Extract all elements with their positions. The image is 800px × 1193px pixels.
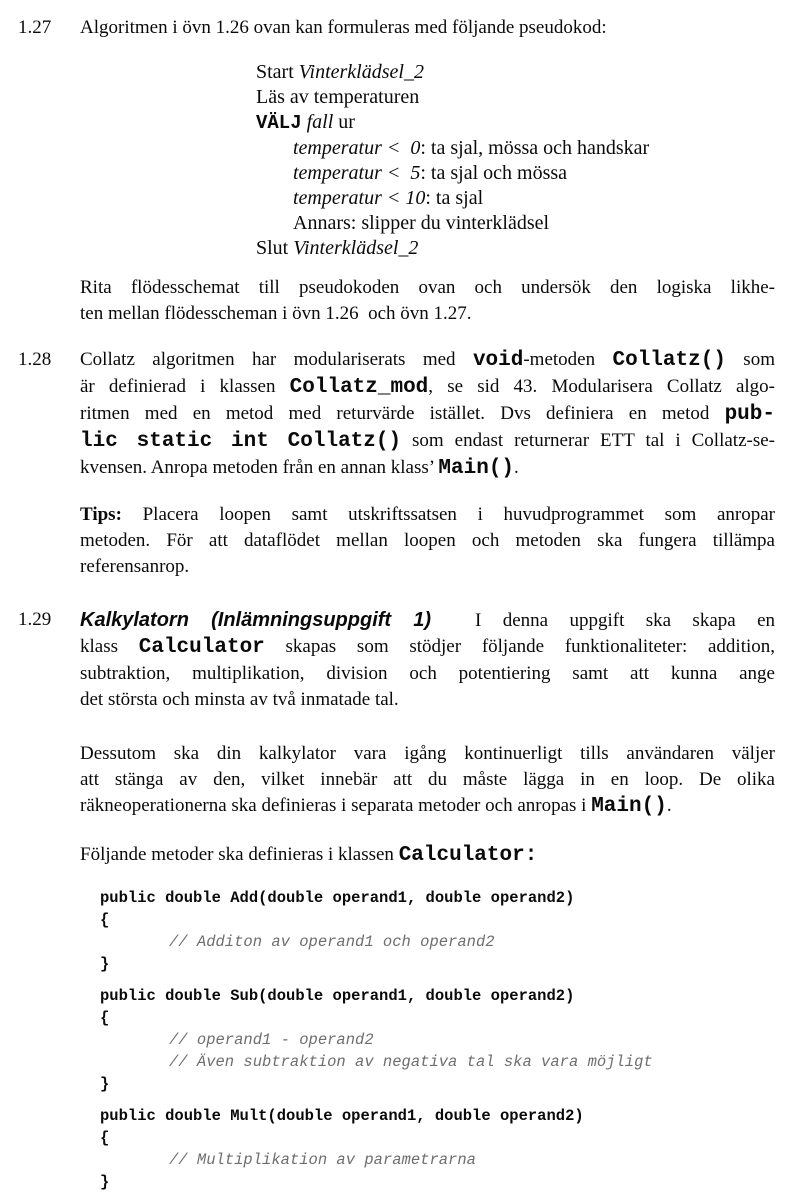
pseudocode-line — [293, 161, 775, 186]
text-segment: skapas som stödjer följande funktionaliteter: addition, — [264, 636, 775, 657]
bold-text-segment: Tips: — [80, 504, 122, 525]
inline-code: Main() — [438, 457, 515, 480]
text-line — [80, 401, 775, 428]
text-line — [80, 347, 775, 374]
exercise-section — [0, 15, 800, 327]
code-line: { — [100, 1009, 110, 1027]
paragraph — [80, 502, 775, 580]
text-segment: Läs av temperaturen — [256, 86, 420, 108]
text-segment: metoden. För att dataflödet mellan loopen och metoden ska fungera tillämpa — [80, 530, 775, 551]
exercise-number: 1.28 — [18, 349, 52, 370]
text-line — [80, 301, 775, 327]
italic-text-segment: fall — [306, 111, 334, 133]
text-segment: Dessutom ska din kalkylator vara igång kontinuerligt tills användaren väljer — [80, 743, 775, 764]
code-comment-line: // Även subtraktion av negativa tal ska vara möjligt — [169, 1053, 653, 1071]
code-comment-line: // Multiplikation av parametrarna — [169, 1151, 476, 1169]
text-segment: är definierad i klassen — [80, 376, 290, 397]
exercise-title: Kalkylatorn (Inlämningsuppgift 1) — [80, 609, 432, 631]
paragraph — [80, 842, 775, 869]
code-line: public double Mult(double operand1, double operand2) — [100, 1107, 584, 1125]
text-segment: Placera loopen samt utskriftssatsen i huvudprogrammet som anropar — [121, 504, 775, 525]
text-segment: att stänga av den, vilket innebär att du måste lägga in en loop. De olika — [80, 769, 775, 790]
italic-text-segment: Vinterklädsel_2 — [293, 237, 419, 259]
pseudocode-block — [80, 60, 775, 261]
inline-code: Collatz_mod — [289, 376, 429, 399]
text-segment: klass — [80, 636, 139, 657]
text-line — [80, 15, 775, 41]
text-line — [80, 687, 775, 713]
pseudocode-line — [293, 186, 775, 211]
italic-text-segment: Vinterklädsel_2 — [298, 61, 424, 83]
text-segment: . — [666, 795, 672, 816]
text-line — [80, 502, 775, 528]
text-line — [80, 374, 775, 401]
exercise-section — [0, 607, 800, 1193]
text-line — [80, 528, 775, 554]
text-segment: ur — [333, 111, 355, 133]
paragraph — [80, 347, 775, 482]
exercise-content — [80, 607, 775, 1193]
code-block — [100, 1105, 775, 1193]
code-line: public double Sub(double operand1, double operand2) — [100, 987, 575, 1005]
text-line — [80, 455, 775, 482]
inline-code: Main() — [591, 795, 667, 818]
inline-code: Calculator — [138, 636, 265, 659]
text-line — [80, 842, 775, 869]
text-line — [80, 607, 775, 634]
text-segment: räkneoperationerna ska definieras i separata metoder och anropas i — [80, 795, 592, 816]
pseudocode-keyword: VÄLJ — [256, 112, 302, 134]
code-line: public double Add(double operand1, double operand2) — [100, 889, 575, 907]
code-comment-line: // Additon av operand1 och operand2 — [169, 933, 495, 951]
pseudocode-line — [256, 110, 775, 136]
exercise-content — [80, 347, 775, 580]
text-segment: subtraktion, multiplikation, division och potentiering samt att kunna ange — [80, 663, 775, 684]
paragraph — [80, 607, 775, 713]
paragraph — [80, 15, 775, 41]
text-segment: referensanrop. — [80, 556, 190, 577]
text-segment: -metoden — [523, 349, 613, 370]
text-line — [80, 428, 775, 455]
text-segment: Annars: slipper du vinterklädsel — [293, 212, 550, 234]
inline-code: lic static int Collatz() — [80, 430, 402, 453]
text-segment: Följande metoder ska definieras i klassen — [80, 844, 399, 865]
inline-code: void — [472, 349, 524, 372]
inline-code: Calculator: — [398, 844, 538, 867]
pseudocode-line — [293, 136, 775, 161]
text-segment: Slut — [256, 237, 294, 259]
text-segment: Collatz algoritmen har modulariserats med — [80, 349, 473, 370]
document-page — [0, 15, 800, 1193]
text-segment: som — [725, 349, 775, 370]
pseudocode-line — [256, 236, 775, 261]
code-block — [100, 985, 775, 1095]
text-segment: som endast returnerar ETT tal i Collatz-se- — [401, 430, 775, 451]
text-line — [80, 661, 775, 687]
text-segment: ritmen med en metod med returvärde istället. Dvs definiera en metod — [80, 403, 725, 424]
code-line: } — [100, 1075, 110, 1093]
code-line: { — [100, 1129, 110, 1147]
text-line — [80, 275, 775, 301]
text-segment: Start — [256, 61, 299, 83]
inline-code: Collatz() — [612, 349, 726, 372]
code-line: { — [100, 911, 110, 929]
pseudocode-line — [256, 60, 775, 85]
italic-text-segment: temperatur < 0 — [293, 137, 421, 159]
text-segment: Algoritmen i övn 1.26 ovan kan formuleras med följande pseudokod: — [80, 17, 607, 38]
text-line — [80, 793, 775, 820]
text-segment: kvensen. Anropa metoden från en annan klass’ — [80, 457, 439, 478]
text-segment: det största och minsta av två inmatade tal. — [80, 689, 399, 710]
code-line: } — [100, 1173, 110, 1191]
text-segment: : ta sjal och mössa — [420, 162, 568, 184]
code-comment-line: // operand1 - operand2 — [169, 1031, 374, 1049]
italic-text-segment: temperatur < 10 — [293, 187, 426, 209]
text-segment: Rita flödesschemat till pseudokoden ovan och undersök den logiska likhe- — [80, 277, 775, 298]
text-segment: , se sid 43. Modularisera Collatz algo- — [428, 376, 775, 397]
text-segment: I denna uppgift ska skapa en — [475, 610, 775, 631]
text-segment: ten mellan flödesscheman i övn 1.26 och övn 1.27. — [80, 303, 472, 324]
exercise-content — [80, 15, 775, 327]
text-line — [80, 767, 775, 793]
paragraph — [80, 275, 775, 327]
text-segment: : ta sjal, mössa och handskar — [420, 137, 650, 159]
text-segment: : ta sjal — [425, 187, 484, 209]
exercise-section — [0, 347, 800, 580]
inline-code: pub- — [724, 403, 775, 426]
exercise-number: 1.29 — [18, 609, 52, 630]
italic-text-segment: temperatur < 5 — [293, 162, 421, 184]
text-segment: . — [514, 457, 519, 478]
pseudocode-line — [293, 211, 775, 236]
text-line — [80, 554, 775, 580]
code-block — [100, 887, 775, 975]
text-line — [80, 741, 775, 767]
text-line — [80, 634, 775, 661]
tab-space — [431, 625, 475, 626]
exercise-number: 1.27 — [18, 17, 52, 38]
paragraph — [80, 741, 775, 820]
pseudocode-line — [256, 85, 775, 110]
code-line: } — [100, 955, 110, 973]
